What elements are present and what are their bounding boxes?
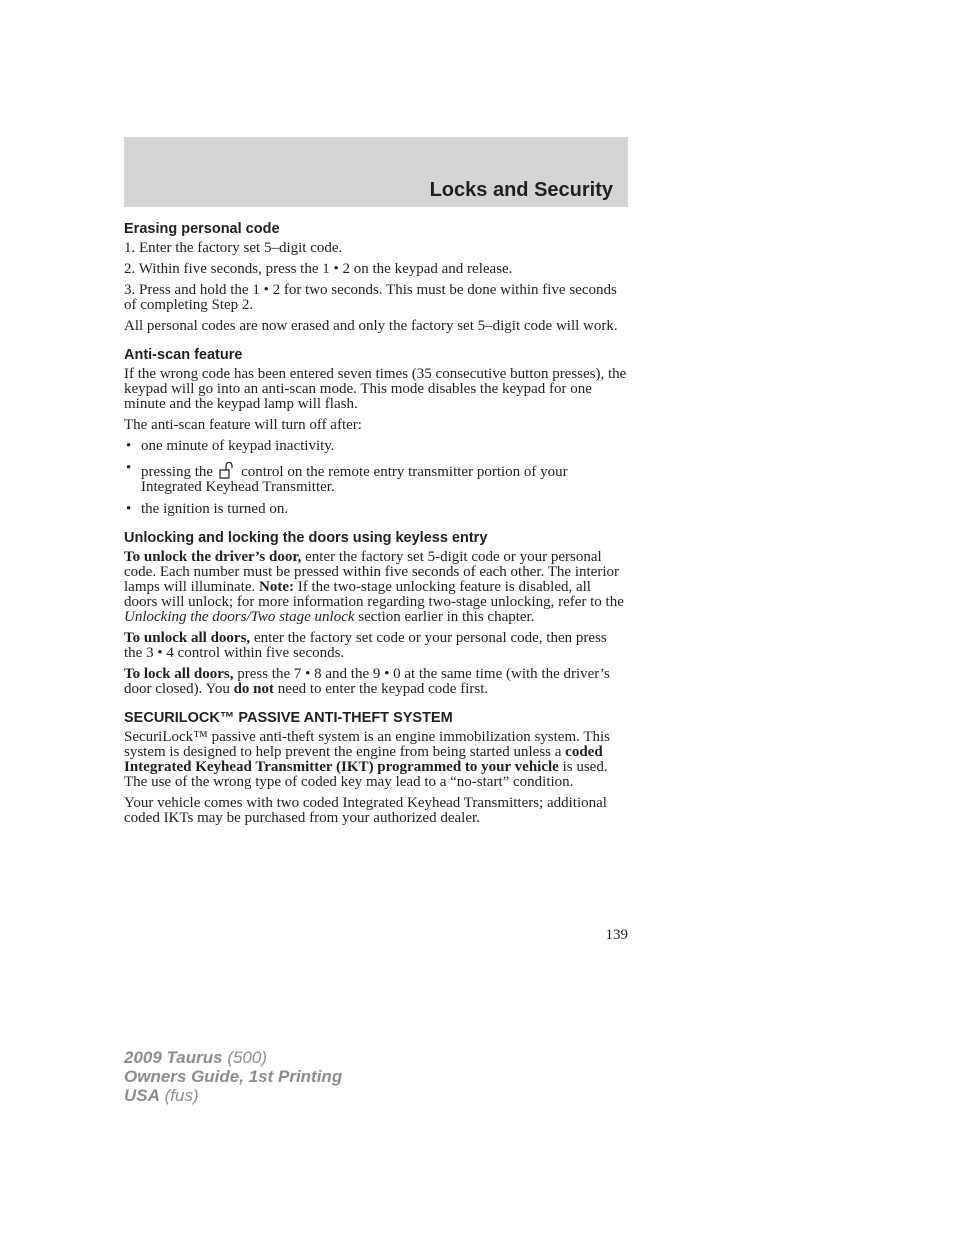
section-erasing-personal-code	[124, 220, 628, 334]
section-keyless-entry	[124, 529, 628, 697]
section-heading: SECURILOCK™ PASSIVE ANTI-THEFT SYSTEM	[124, 710, 453, 726]
section-heading: Erasing personal code	[124, 221, 280, 237]
page-content	[124, 220, 628, 838]
footer-line: Owners Guide, 1st Printing	[124, 1067, 343, 1086]
page-number: 139	[605, 927, 628, 943]
anti-scan-intro: The anti-scan feature will turn off after:	[124, 417, 362, 433]
section-anti-scan	[124, 346, 628, 517]
anti-scan-list	[124, 439, 628, 517]
step-1: 1. Enter the factory set 5–digit code.	[124, 240, 343, 256]
list-item: • pressing the control on the remote entry transmitter portion of your Integrated Keyhead Transmitter.	[126, 460, 568, 495]
chapter-title: Locks and Security	[429, 179, 613, 201]
footer-line: 2009 Taurus (500)	[124, 1048, 268, 1067]
unlock-driver-door-paragraph: To unlock the driver’s door, enter the factory set 5-digit code or your personal code. Each number must be pressed within five seconds of each other. The interior lamps will illuminate. Note: If the two-stage unlocking feature is disabled, all doors will unlock; for more information regarding two-stage unlocking, refer to the Unlocking the doors/Two stage unlock section earlier in this chapter.	[124, 549, 624, 625]
list-item: • one minute of keypad inactivity.	[126, 438, 335, 454]
list-item: • the ignition is turned on.	[126, 501, 289, 517]
unlock-icon	[217, 461, 235, 479]
step-3: 3. Press and hold the 1 • 2 for two seconds. This must be done within five seconds of completing Step 2.	[124, 282, 617, 313]
securilock-ikt-paragraph: Your vehicle comes with two coded Integrated Keyhead Transmitters; additional coded IKTs may be purchased from your authorized dealer.	[124, 795, 607, 826]
print-footer	[124, 1048, 342, 1105]
unlock-all-doors-paragraph: To unlock all doors, enter the factory set code or your personal code, then press the 3 • 4 control within five seconds.	[124, 630, 607, 661]
section-heading: Anti-scan feature	[124, 347, 243, 363]
securilock-paragraph: SecuriLock™ passive anti-theft system is an engine immobilization system. This system is designed to help prevent the engine from being started unless a coded Integrated Keyhead Transmitter (IKT) programmed to your vehicle is used. The use of the wrong type of coded key may lead to a “no-start” condition.	[124, 729, 611, 790]
bullet: •	[126, 438, 132, 454]
bullet: •	[126, 501, 132, 517]
footer-line: USA (fus)	[124, 1086, 199, 1105]
erase-note: All personal codes are now erased and only the factory set 5–digit code will work.	[124, 318, 618, 334]
cross-reference: Unlocking the doors/Two stage unlock	[124, 609, 355, 625]
section-heading: Unlocking and locking the doors using keyless entry	[124, 530, 488, 546]
lock-all-doors-paragraph: To lock all doors, press the 7 • 8 and the 9 • 0 at the same time (with the driver’s door closed). You do not need to enter the keypad code first.	[124, 666, 610, 697]
bullet: •	[126, 460, 132, 476]
step-2: 2. Within five seconds, press the 1 • 2 on the keypad and release.	[124, 261, 513, 277]
anti-scan-paragraph: If the wrong code has been entered seven times (35 consecutive button presses), the keypad will go into an anti-scan mode. This mode disables the keypad for one minute and the keypad lamp will flash.	[124, 366, 627, 412]
chapter-header	[124, 137, 628, 207]
section-securilock	[124, 709, 628, 826]
